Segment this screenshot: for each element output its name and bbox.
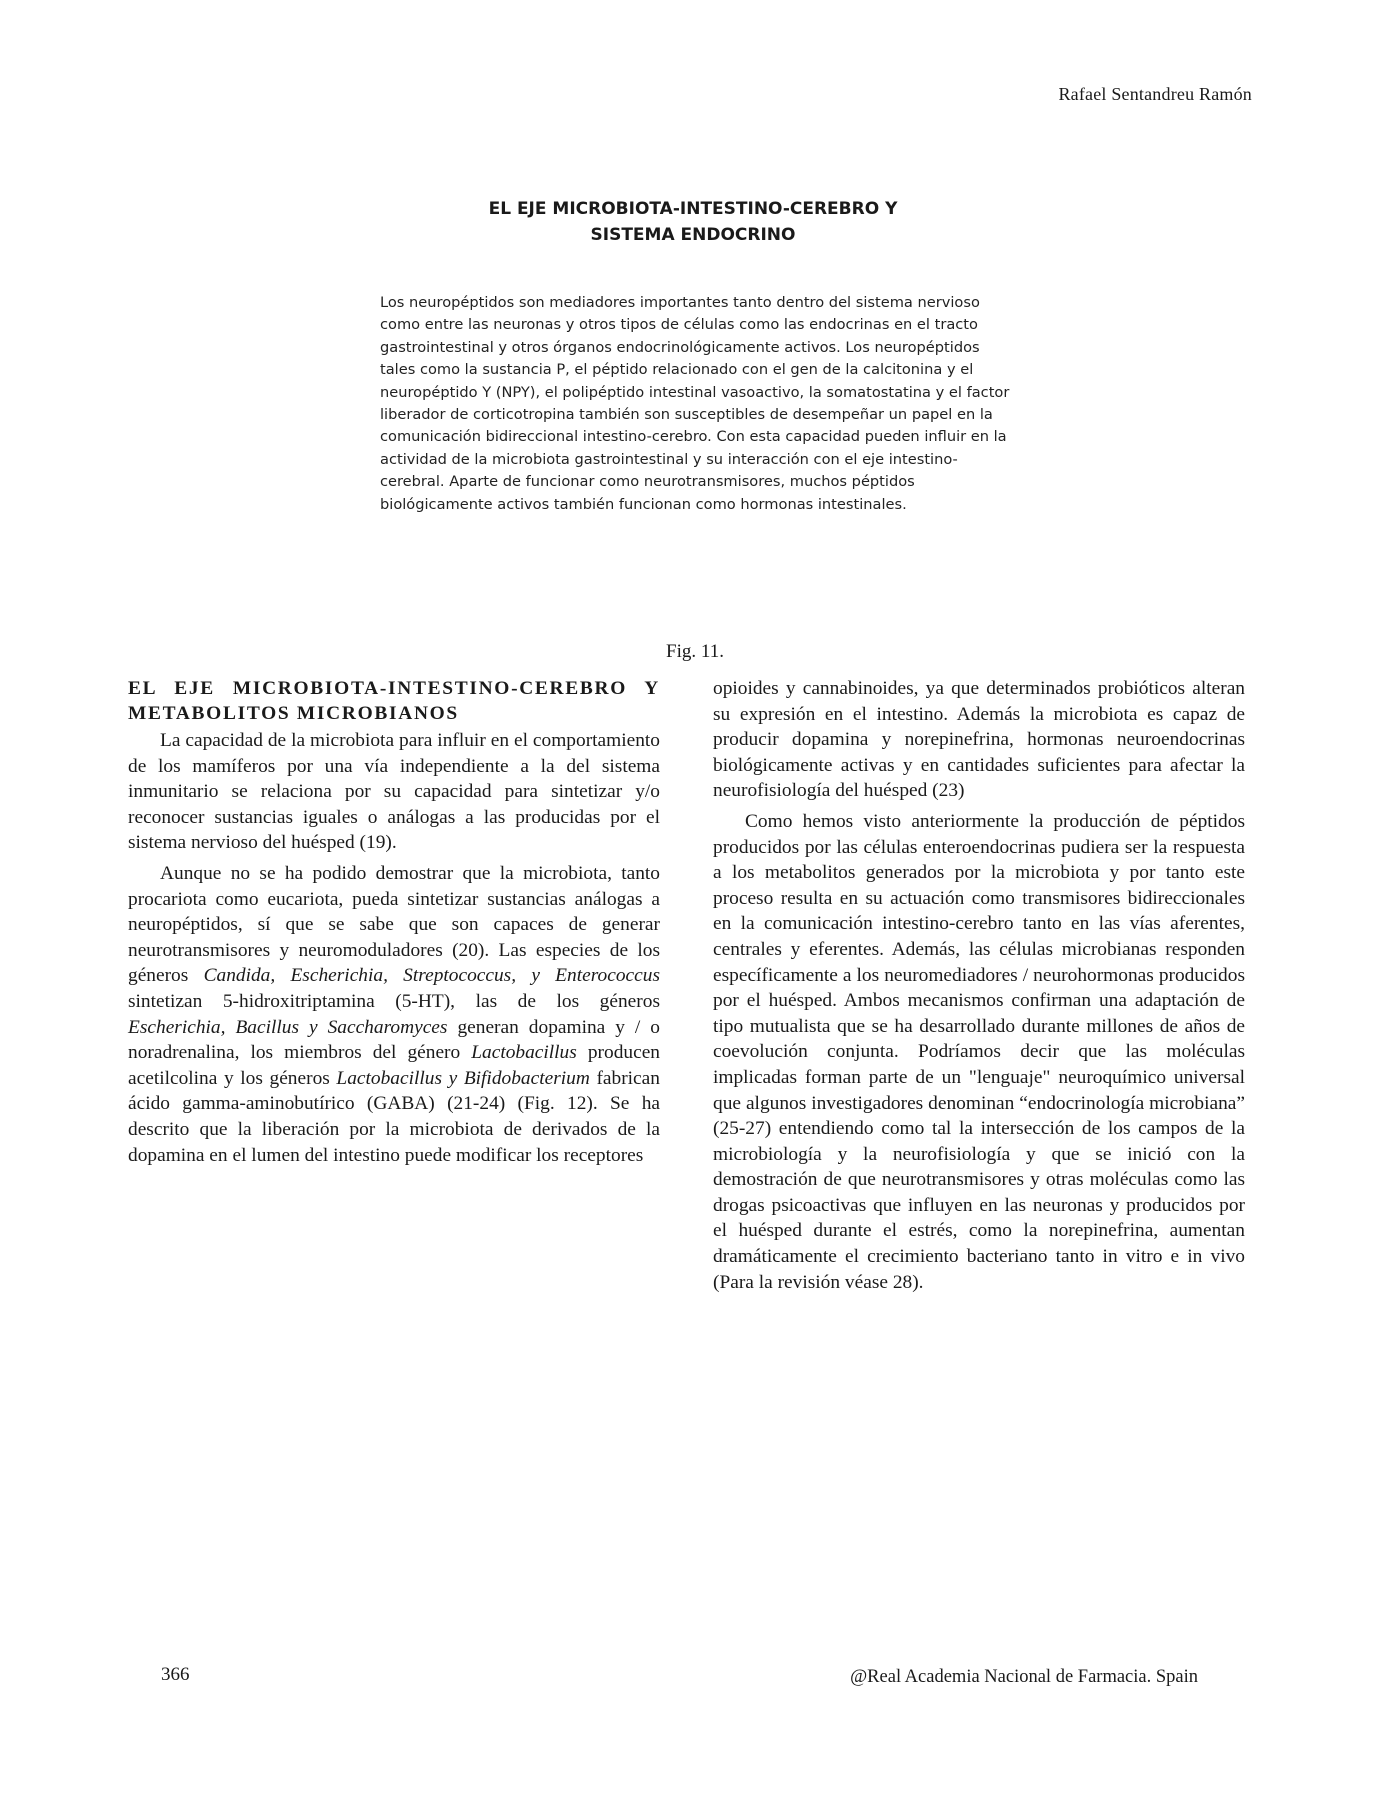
paragraph-3: Como hemos visto anteriormente la producción de péptidos producidos por las células enteroendocrinas pudiera ser la respuesta a los metabolitos generados por la microbiota y por tanto este proceso resulta en su actuación como transmisores bidireccionales en la comunicación intestino-cerebro tanto en las vías aferentes, centrales y eferentes. Además, las células microbianas responden específicamente a los neuromediadores / neurohormonas producidos por el huésped. Ambos mecanismos confirman una adaptación de tipo mutualista que se ha desarrollado durante millones de años de coevolución conjunta. Podríamos decir que las moléculas implicadas forman parte de un "lenguaje" neuroquímico universal que algunos investigadores denominan “endocrinología microbiana” (25-27) entendiendo como tal la intersección de los campos de la microbiología y la neurofisiología y que se inició con la demostración de que neurotransmisores y otras moléculas como las drogas psicoactivas que influyen en las neuronas y producidos por el huésped durante el estrés, como la norepinefrina, aumentan dramáticamente el crecimiento bacteriano tanto in vitro e in vivo (Para la revisión véase 28). (713, 810, 1245, 1293)
figure-title-line-1: EL EJE MICROBIOTA-INTESTINO-CEREBRO Y (488, 199, 898, 219)
figure-text: Los neuropéptidos son mediadores importantes tanto dentro del sistema nervioso como entre las neuronas y otros tipos de células como las endocrinas en el tracto gastrointestinal y otros órganos endocrinológicamente activos. Los neuropéptidos tales como la sustancia P, el péptido relacionado con el gen de la calcitonina y el neuropéptido Y (NPY), el polipéptido intestinal vasoactivo, la somatostatina y el factor liberador de corticotropina también son susceptibles de desempeñar un papel en la comunicación bidireccional intestino-cerebro. Con esta capacidad pueden influir en la actividad de la microbiota gastrointestinal y su interacción con el eje intestino-cerebral. Aparte de funcionar como neurotransmisores, muchos péptidos biológicamente activos también funcionan como hormonas intestinales. (380, 294, 1010, 513)
figure-title (373, 196, 1013, 248)
figure-11 (373, 196, 1013, 516)
figure-title-line-2: SISTEMA ENDOCRINO (590, 225, 796, 245)
running-header-author: Rafael Sentandreu Ramón (1058, 84, 1252, 104)
page-number: 366 (161, 1664, 190, 1685)
right-column (713, 676, 1245, 1300)
left-column (128, 676, 660, 1173)
paragraph-2: Aunque no se ha podido demostrar que la microbiota, tanto procariota como eucariota, pueda sintetizar sustancias análogas a neuropéptidos, sí que se sabe que son capaces de generar neurotransmisores y neuromoduladores (20). Las especies de los géneros Candida, Escherichia, Streptococcus, y Enterococcus sintetizan 5-hidroxitriptamina (5-HT), las de los géneros Escherichia, Bacillus y Saccharomyces generan dopamina y / o noradrenalina, los miembros del género Lactobacillus producen acetilcolina y los géneros Lactobacillus y Bifidobacterium fabrican ácido gamma-aminobutírico (GABA) (21-24) (Fig. 12). Se ha descrito que la liberación por la microbiota de derivados de la dopamina en el lumen del intestino puede modificar los receptores (128, 862, 660, 1166)
figure-caption: Fig. 11. (666, 641, 724, 662)
footer-organization: @Real Academia Nacional de Farmacia. Spain (850, 1667, 1198, 1687)
paragraph-2-continued: opioides y cannabinoides, ya que determinados probióticos alteran su expresión en el intestino. Además la microbiota es capaz de producir dopamina y norepinefrina, hormonas neuroendocrinas biológicamente activas y en cantidades suficientes para afectar la neurofisiología del huésped (23) (713, 678, 1245, 802)
section-heading: EL EJE MICROBIOTA-INTESTINO-CEREBRO Y METABOLITOS MICROBIANOS (128, 678, 660, 724)
paragraph-1: La capacidad de la microbiota para influir en el comportamiento de los mamíferos por una vía independiente a la del sistema inmunitario se relaciona por su capacidad para sintetizar y/o reconocer sustancias iguales o análogas a las producidas por el sistema nervioso del huésped (19). (128, 730, 660, 854)
